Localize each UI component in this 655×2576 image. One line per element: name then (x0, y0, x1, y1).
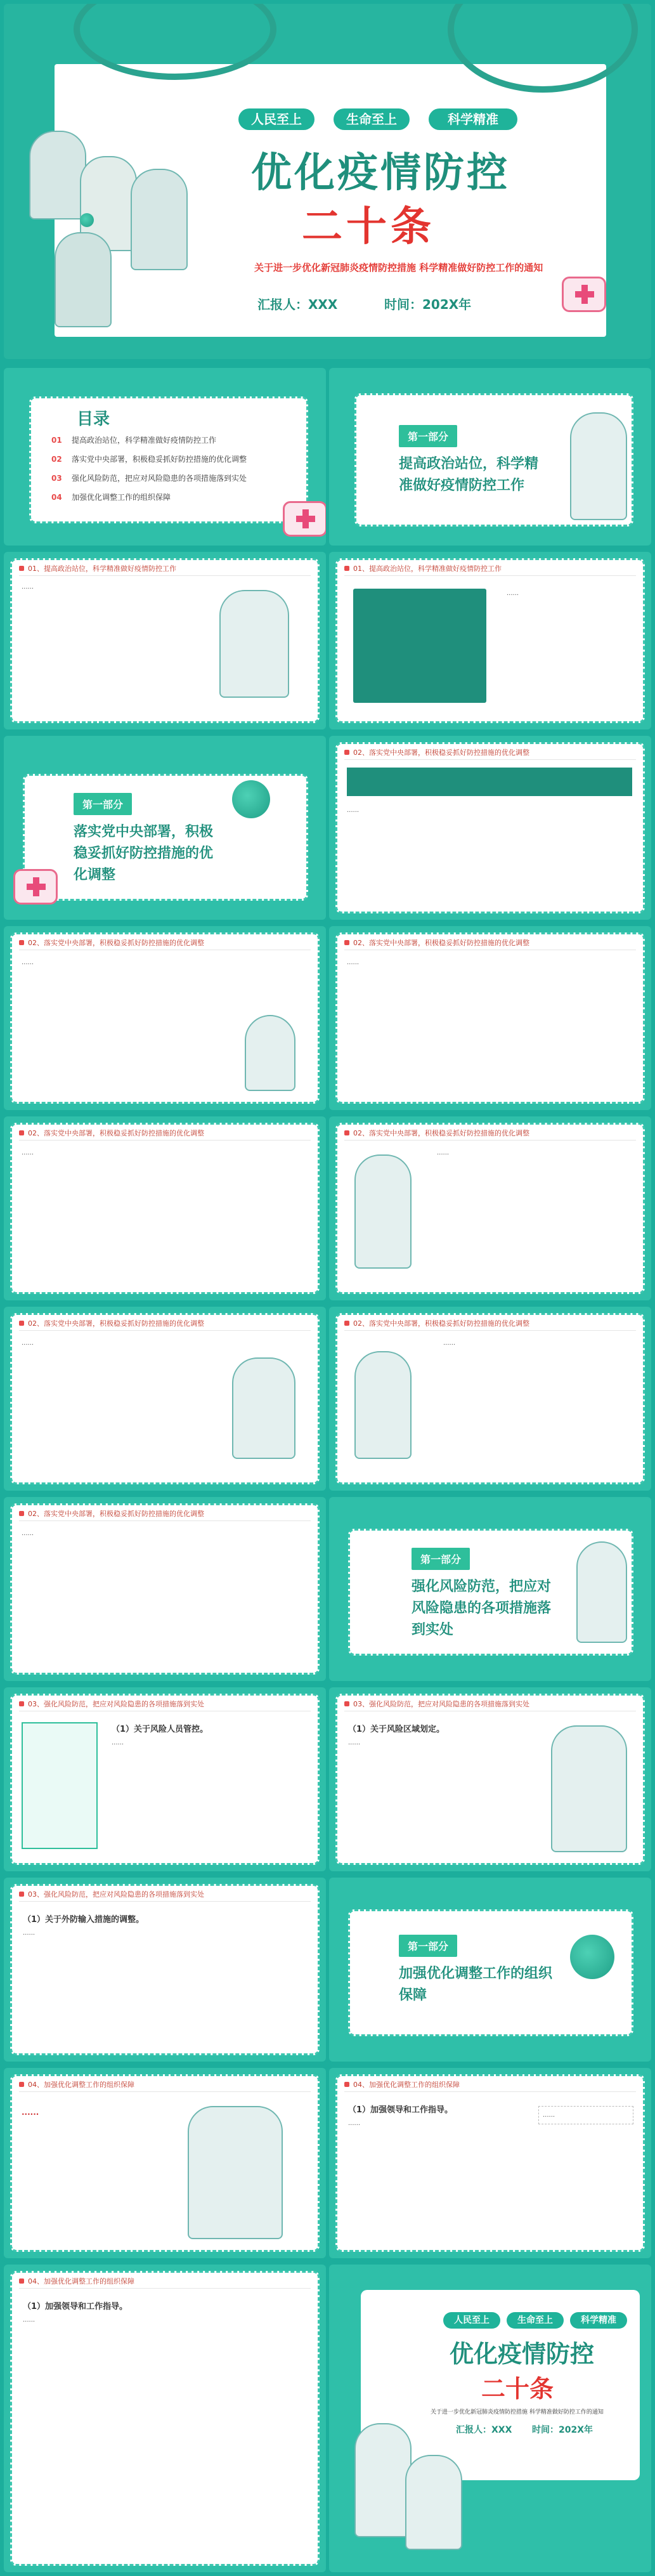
toc-item-number: 03 (51, 473, 62, 483)
toc-item-text: 强化风险防范，把应对风险隐患的各项措施落到实处 (72, 474, 247, 483)
paragraph: ...... (112, 1739, 124, 1746)
content-slide (4, 926, 326, 1110)
slide-header-text: 02、落实党中央部署，积极稳妥抓好防控措施的优化调整 (28, 938, 204, 947)
medical-worker-illustration (576, 1541, 627, 1643)
toc-item-text: 加强优化调整工作的组织保障 (72, 493, 171, 502)
bullet-icon (344, 2082, 349, 2087)
ending-slide (329, 2265, 651, 2572)
paragraph: ...... (22, 2108, 39, 2117)
reporter-label: 汇报人：XXX (456, 2425, 512, 2435)
cover-title: 优化疫情防控 (251, 150, 510, 197)
slide-header-text: 04、加强优化调整工作的组织保障 (353, 2080, 460, 2089)
toc-item-number: 01 (51, 435, 62, 445)
highlight-box (22, 1722, 98, 1849)
slide-header (344, 2077, 636, 2092)
slide-header-text: 01、提高政治站位，科学精准做好疫情防控工作 (28, 564, 176, 573)
paragraph: ...... (23, 1930, 36, 1937)
part3-cover-slide (329, 1497, 651, 1681)
paragraph: ...... (348, 2120, 361, 2127)
paragraph: ...... (437, 1149, 450, 1156)
ending-subtitle: 关于进一步优化新冠肺炎疫情防控措施 科学精准做好防控工作的通知 (431, 2409, 604, 2416)
content-slide (4, 1687, 326, 1871)
slide-header-text: 02、落实党中央部署，积极稳妥抓好防控措施的优化调整 (353, 1319, 529, 1328)
slide-header (19, 935, 311, 950)
paragraph: ...... (22, 1340, 34, 1347)
bullet-icon (19, 2279, 24, 2284)
medical-worker-illustration (29, 131, 86, 219)
slide-header-text: 02、落实党中央部署，积极稳妥抓好防控措施的优化调整 (353, 748, 529, 757)
slide-header (19, 561, 311, 576)
paragraph: ...... (22, 1149, 34, 1156)
slide-header (19, 1696, 311, 1711)
slide-header (19, 2077, 311, 2092)
part2-cover-slide (4, 736, 326, 920)
sub-heading: （1）加强领导和工作指导。 (23, 2302, 128, 2311)
slide-header (19, 1506, 311, 1521)
content-slide (4, 1497, 326, 1681)
medical-worker-illustration (55, 232, 112, 327)
content-slide (4, 2068, 326, 2258)
toc-item (51, 473, 247, 483)
virus-icon (570, 1935, 614, 1979)
content-slide (4, 1116, 326, 1300)
medical-worker-illustration (405, 2455, 462, 2550)
content-slide (4, 2265, 326, 2572)
section-label: 第一部分 (74, 793, 132, 815)
slide-header (344, 1696, 636, 1711)
cover-subtitle: 关于进一步优化新冠肺炎疫情防控措施 科学精准做好防控工作的通知 (254, 262, 543, 273)
medical-worker-illustration (570, 412, 627, 520)
slide-header-text: 04、加强优化调整工作的组织保障 (28, 2277, 134, 2285)
medical-worker-illustration (354, 2423, 412, 2537)
slogan-pill: 人民至上 (238, 108, 315, 130)
medical-worker-illustration (232, 1357, 295, 1459)
slide-header (19, 2273, 311, 2289)
toc-item (51, 454, 247, 464)
bullet-icon (19, 1511, 24, 1516)
slide-header (19, 1316, 311, 1331)
slide-header-text: 02、落实党中央部署，积极稳妥抓好防控措施的优化调整 (353, 938, 529, 947)
content-slide (4, 1878, 326, 2062)
section-title: 落实党中央部署，积极稳妥抓好防控措施的优化调整 (74, 824, 214, 883)
slide-header-text: 01、提高政治站位，科学精准做好疫情防控工作 (353, 564, 502, 573)
paragraph: ...... (348, 1739, 361, 1746)
part1-cover-slide (329, 368, 651, 546)
slide-header (344, 561, 636, 576)
bullet-icon (344, 566, 349, 571)
slogan-pill: 科学精准 (570, 2312, 627, 2329)
toc-slide (4, 368, 326, 546)
toc-item (51, 492, 171, 502)
slide-header (344, 935, 636, 950)
content-slide (4, 552, 326, 729)
content-slide (329, 552, 651, 729)
slide-header (344, 1316, 636, 1331)
slide-header (19, 1886, 311, 1902)
section-title: 提高政治站位，科学精准做好疫情防控工作 (399, 456, 539, 494)
medical-cross-icon (562, 277, 606, 312)
slide-header-text: 03、强化风险防范，把应对风险隐患的各项措施落到实处 (28, 1890, 204, 1899)
paragraph: ...... (347, 959, 360, 966)
slogan-pill: 人民至上 (443, 2312, 500, 2329)
slide-header-text: 02、落实党中央部署，积极稳妥抓好防控措施的优化调整 (353, 1128, 529, 1137)
medical-worker-illustration (551, 1725, 627, 1852)
bullet-icon (19, 566, 24, 571)
content-slide (329, 1307, 651, 1491)
time-label: 时间：202X年 (384, 297, 472, 312)
content-card (335, 2074, 645, 2252)
paragraph: ...... (538, 2106, 633, 2124)
section-label: 第一部分 (412, 1548, 470, 1570)
medical-worker-illustration (219, 590, 289, 698)
slide-header (344, 745, 636, 760)
paragraph: ...... (507, 590, 519, 597)
ending-title: 优化疫情防控 (450, 2340, 595, 2368)
section-label: 第一部分 (399, 425, 457, 447)
toc-item-text: 落实党中央部署，积极稳妥抓好防控措施的优化调整 (72, 455, 247, 464)
bullet-icon (19, 1321, 24, 1326)
slogan-pill: 科学精准 (429, 108, 517, 130)
content-slide (329, 926, 651, 1110)
section-title: 加强优化调整工作的组织保障 (399, 1966, 553, 2003)
bullet-icon (344, 1130, 349, 1135)
slogan-pill: 生命至上 (507, 2312, 564, 2329)
content-slide (329, 1687, 651, 1871)
medical-worker-illustration (188, 2106, 283, 2239)
slide-header-text: 02、落实党中央部署，积极稳妥抓好防控措施的优化调整 (28, 1128, 204, 1137)
bullet-icon (19, 1892, 24, 1897)
bullet-icon (19, 1701, 24, 1706)
section-title: 强化风险防范，把应对风险隐患的各项措施落到实处 (412, 1579, 552, 1638)
medical-worker-illustration (354, 1154, 412, 1269)
medical-worker-illustration (131, 169, 188, 270)
cover-slide (4, 4, 651, 359)
bullet-icon (19, 1130, 24, 1135)
toc-item-text: 提高政治站位，科学精准做好疫情防控工作 (72, 436, 217, 445)
content-slide (329, 736, 651, 920)
paragraph: ...... (347, 807, 360, 814)
virus-icon (232, 780, 270, 818)
content-slide (4, 1307, 326, 1491)
toc-item-number: 04 (51, 492, 62, 502)
slide-header-text: 02、落实党中央部署，积极稳妥抓好防控措施的优化调整 (28, 1509, 204, 1518)
slide-header-text: 04、加强优化调整工作的组织保障 (28, 2080, 134, 2089)
content-slide (329, 1116, 651, 1300)
ending-subtitle-large: 二十条 (481, 2375, 554, 2403)
bullet-icon (344, 1701, 349, 1706)
content-card (10, 1884, 320, 2055)
sub-heading: （1）加强领导和工作指导。 (348, 2105, 453, 2115)
sub-heading: （1）关于外防输入措施的调整。 (23, 1915, 145, 1925)
bullet-icon (344, 1321, 349, 1326)
slide-header (344, 1125, 636, 1141)
bullet-icon (19, 940, 24, 945)
cover-subtitle-large: 二十条 (302, 204, 435, 251)
paragraph: ...... (22, 1530, 34, 1537)
bullet-icon (19, 2082, 24, 2087)
paragraph: ...... (22, 584, 34, 591)
slide-header (19, 1125, 311, 1141)
medical-cross-icon (283, 501, 326, 537)
toc-title: 目录 (77, 410, 110, 429)
paragraph: ...... (22, 959, 34, 966)
part4-cover-slide (329, 1878, 651, 2062)
sub-heading: （1）关于风险人员管控。 (112, 1725, 209, 1734)
bullet-icon (344, 750, 349, 755)
toc-item (51, 435, 216, 445)
slide-header-text: 03、强化风险防范，把应对风险隐患的各项措施落到实处 (353, 1699, 529, 1708)
virus-icon (80, 213, 94, 227)
time-label: 时间：202X年 (532, 2425, 593, 2435)
section-label: 第一部分 (399, 1935, 457, 1957)
paragraph: ...... (23, 2317, 36, 2324)
medical-cross-icon (13, 869, 58, 905)
reporter-label: 汇报人：XXX (257, 297, 338, 312)
medical-worker-illustration (354, 1351, 412, 1459)
slide-header-text: 03、强化风险防范，把应对风险隐患的各项措施落到实处 (28, 1699, 204, 1708)
slogan-pill: 生命至上 (334, 108, 410, 130)
medical-worker-illustration (245, 1015, 295, 1091)
highlight-box (347, 768, 632, 796)
sub-heading: （1）关于风险区域划定。 (348, 1725, 445, 1734)
paragraph: ...... (443, 1340, 456, 1347)
highlight-box (353, 589, 486, 703)
slide-header-text: 02、落实党中央部署，积极稳妥抓好防控措施的优化调整 (28, 1319, 204, 1328)
bullet-icon (344, 940, 349, 945)
content-slide (329, 2068, 651, 2258)
toc-item-number: 02 (51, 454, 62, 464)
